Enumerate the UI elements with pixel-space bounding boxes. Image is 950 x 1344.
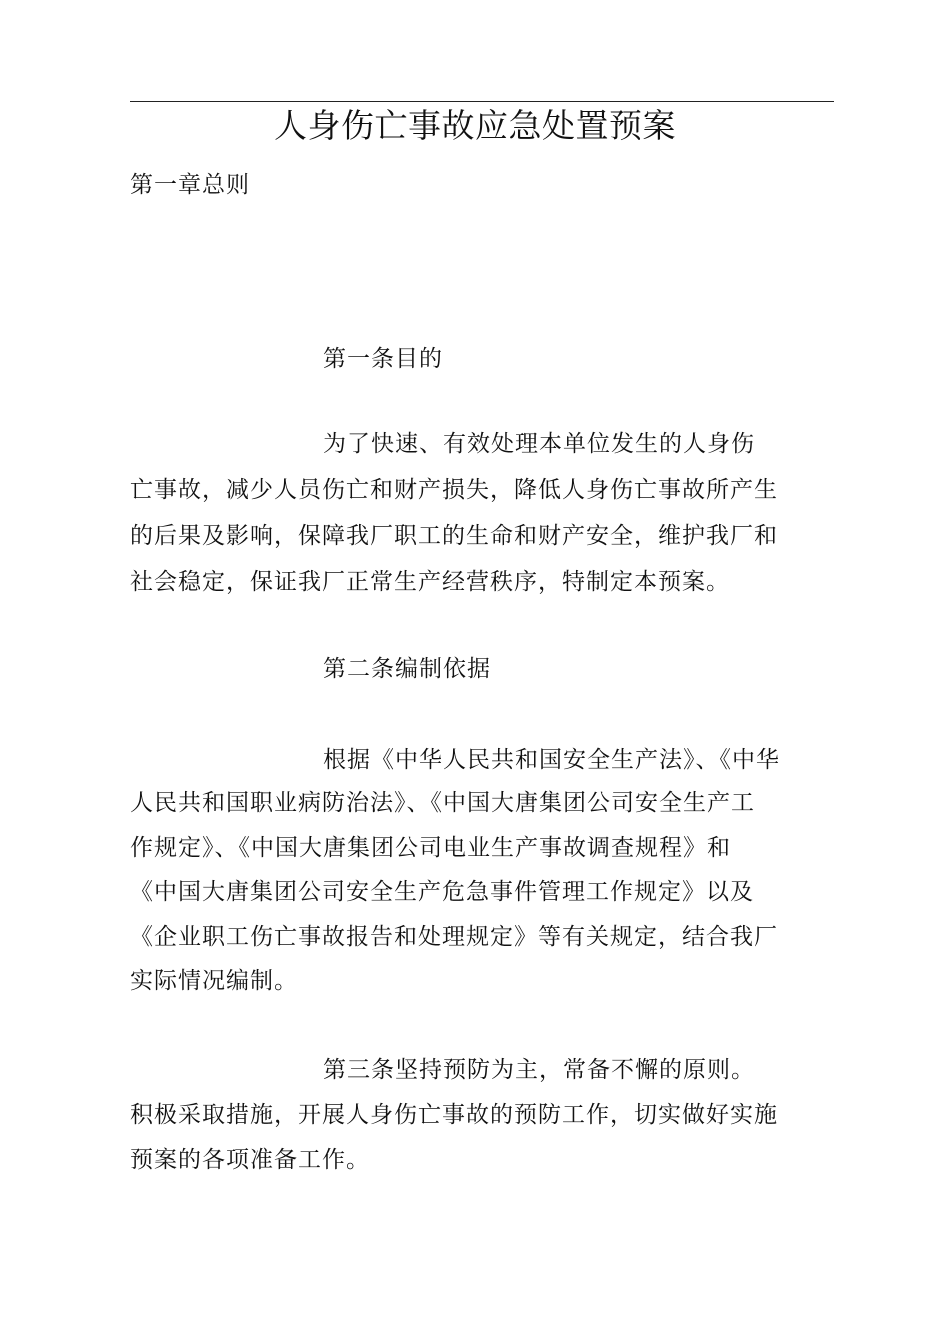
article-2-line-1: 根据《中华人民共和国安全生产法》、《中华 [323,747,780,773]
article-2-line-6: 实际情况编制。 [130,968,298,994]
article-1-heading: 第一条目的 [323,346,443,372]
article-2-line-2: 人民共和国职业病防治法》、《中国大唐集团公司安全生产工 [130,790,755,816]
article-3-line-3: 预案的各项准备工作。 [130,1147,370,1173]
article-1-line-1: 为了快速、有效处理本单位发生的人身伤 [323,431,755,457]
article-1-line-2: 亡事故，减少人员伤亡和财产损失，降低人身伤亡事故所产生 [130,477,778,503]
article-2-heading: 第二条编制依据 [323,656,491,682]
article-2-line-3: 作规定》、《中国大唐集团公司电业生产事故调查规程》和 [130,835,731,861]
article-3-line-1: 第三条坚持预防为主，常备不懈的原则。 [323,1057,755,1083]
article-2-line-5: 《企业职工伤亡事故报告和处理规定》等有关规定，结合我厂 [130,924,778,950]
chapter-heading: 第一章总则 [130,172,250,198]
article-2-line-4: 《中国大唐集团公司安全生产危急事件管理工作规定》以及 [130,879,754,905]
article-3-line-2: 积极采取措施，开展人身伤亡事故的预防工作，切实做好实施 [130,1102,778,1128]
article-1-line-4: 社会稳定，保证我厂正常生产经营秩序，特制定本预案。 [130,569,730,595]
document-title: 人身伤亡事故应急处置预案 [274,106,676,145]
article-1-line-3: 的后果及影响，保障我厂职工的生命和财产安全，维护我厂和 [130,523,778,549]
top-divider [130,101,834,102]
